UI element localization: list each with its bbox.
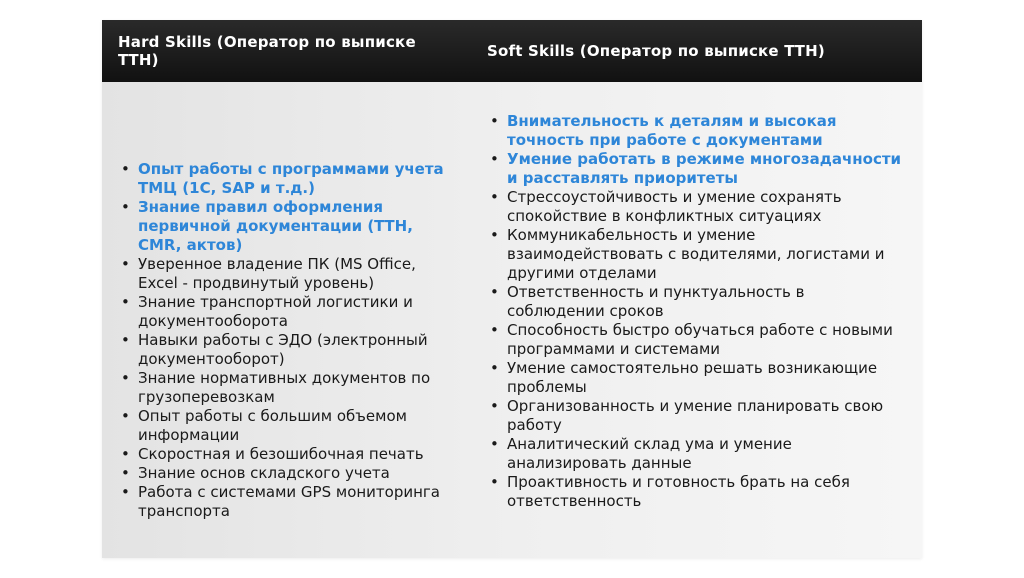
soft-skill-item — [487, 397, 907, 435]
soft-skill-item — [487, 283, 907, 321]
hard-skill-item-text: Опыт работы с программами учета ТМЦ (1С, SAP и т.д.) — [138, 160, 444, 197]
hard-skill-item — [118, 331, 453, 369]
hard-skill-item — [118, 483, 453, 521]
soft-skill-item-text: Стрессоустойчивость и умение сохранять спокойствие в конфликтных ситуациях — [507, 188, 842, 225]
bullet-icon: • — [490, 321, 499, 339]
soft-skill-item-text: Аналитический склад ума и умение анализировать данные — [507, 435, 792, 472]
hard-skill-item-text: Знание нормативных документов по грузоперевозкам — [138, 369, 431, 406]
soft-skill-item-text: Проактивность и готовность брать на себя ответственность — [507, 473, 850, 510]
bullet-icon: • — [121, 483, 130, 501]
bullet-icon: • — [121, 160, 130, 178]
soft-skill-item — [487, 112, 907, 150]
soft-skills-list — [487, 112, 907, 511]
table-header — [102, 20, 922, 82]
bullet-icon: • — [121, 293, 130, 311]
bullet-icon: • — [490, 150, 499, 168]
soft-skill-item-text: Коммуникабельность и умение взаимодействовать с водителями, логистами и другими отделами — [507, 226, 885, 282]
soft-skill-item-text: Ответственность и пунктуальность в соблюдении сроков — [507, 283, 805, 320]
skills-table — [102, 20, 922, 558]
table-body — [102, 82, 922, 558]
soft-skill-item-text: Способность быстро обучаться работе с новыми программами и системами — [507, 321, 893, 358]
soft-skill-item-text: Умение самостоятельно решать возникающие проблемы — [507, 359, 878, 396]
bullet-icon: • — [490, 283, 499, 301]
hard-skill-item — [118, 464, 453, 483]
soft-skill-item — [487, 359, 907, 397]
hard-skill-item-text: Знание транспортной логистики и документооборота — [138, 293, 413, 330]
hard-skill-item — [118, 407, 453, 445]
hard-skill-item-text: Знание основ складского учета — [138, 464, 390, 482]
soft-skill-item — [487, 226, 907, 283]
bullet-icon: • — [490, 473, 499, 491]
hard-skills-heading: Hard Skills (Оператор по выписке ТТН) — [118, 33, 416, 69]
bullet-icon: • — [490, 435, 499, 453]
bullet-icon: • — [490, 226, 499, 244]
soft-skill-item — [487, 473, 907, 511]
hard-skill-item — [118, 293, 453, 331]
hard-skill-item-text: Уверенное владение ПК (MS Office, Excel - продвинутый уровень) — [138, 255, 416, 292]
hard-skill-item-text: Опыт работы с большим объемом информации — [138, 407, 407, 444]
bullet-icon: • — [121, 445, 130, 463]
soft-skill-item-text: Умение работать в режиме многозадачности и расставлять приоритеты — [507, 150, 902, 187]
soft-skill-item — [487, 321, 907, 359]
hard-skill-item — [118, 160, 453, 198]
bullet-icon: • — [121, 331, 130, 349]
bullet-icon: • — [121, 198, 130, 216]
bullet-icon: • — [490, 397, 499, 415]
bullet-icon: • — [121, 464, 130, 482]
soft-skills-heading: Soft Skills (Оператор по выписке ТТН) — [487, 42, 825, 60]
soft-skill-item — [487, 188, 907, 226]
hard-skills-list — [118, 160, 453, 521]
bullet-icon: • — [490, 112, 499, 130]
soft-skill-item-text: Организованность и умение планировать свою работу — [507, 397, 884, 434]
soft-skill-item-text: Внимательность к деталям и высокая точность при работе с документами — [507, 112, 837, 149]
soft-skill-item — [487, 435, 907, 473]
hard-skill-item-text: Скоростная и безошибочная печать — [138, 445, 424, 463]
bullet-icon: • — [121, 407, 130, 425]
hard-skill-item — [118, 445, 453, 464]
bullet-icon: • — [490, 188, 499, 206]
bullet-icon: • — [490, 359, 499, 377]
hard-skill-item-text: Работа с системами GPS мониторинга транспорта — [138, 483, 440, 520]
hard-skill-item — [118, 369, 453, 407]
hard-skill-item — [118, 198, 453, 255]
bullet-icon: • — [121, 255, 130, 273]
soft-skill-item — [487, 150, 907, 188]
hard-skill-item-text: Навыки работы с ЭДО (электронный документооборот) — [138, 331, 428, 368]
hard-skill-item-text: Знание правил оформления первичной документации (ТТН, CMR, актов) — [138, 198, 413, 254]
bullet-icon: • — [121, 369, 130, 387]
hard-skill-item — [118, 255, 453, 293]
